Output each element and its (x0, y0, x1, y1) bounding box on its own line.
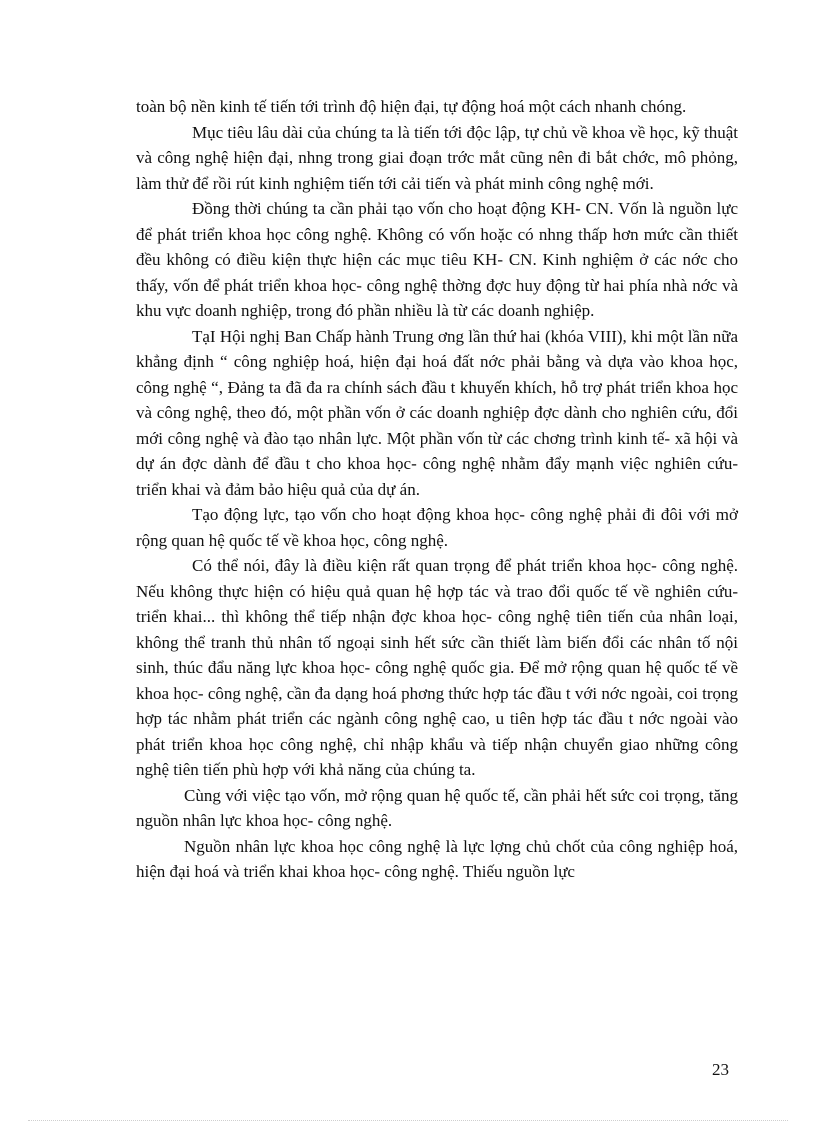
paragraph: TạI Hội nghị Ban Chấp hành Trung ơng lần thứ hai (khóa VIII), khi một lần nữa khẳng định “ công nghiệp hoá, hiện đại hoá đất nớc phải bằng và dựa vào khoa học, công nghệ “, Đảng ta đã đa ra chính sách đầu t khuyến khích, hỗ trợ phát triển khoa học và công nghệ, theo đó, một phần vốn ở các doanh nghiệp đợc dành cho nghiên cứu, đổi mới công nghệ và đào tạo nhân lực. Một phần vốn từ các chơng trình kinh tế- xã hội và dự án đợc dành để đầu t cho khoa học- công nghệ nhằm đẩy mạnh việc nghiên cứu- triển khai và đảm bảo hiệu quả của dự án. (136, 326, 739, 499)
page-bottom-divider (28, 1120, 788, 1121)
paragraph: Cùng với việc tạo vốn, mở rộng quan hệ quốc tế, cần phải hết sức coi trọng, tăng nguồn nhân lực khoa học- công nghệ. (136, 785, 738, 830)
paragraph: Đồng thời chúng ta cần phải tạo vốn cho hoạt động KH- CN. Vốn là nguồn lực để phát triển khoa học công nghệ. Không có vốn hoặc có nhng thấp hơn mức cần thiết đều không có điều kiện thực hiện các mục tiêu KH- CN. Kinh nghiệm ở các nớc cho thấy, vốn để phát triển khoa học- công nghệ thờng đợc huy động từ hai phía nhà nớc và khu vực doanh nghiệp, trong đó phần nhiều là từ các doanh nghiệp. (136, 199, 738, 320)
paragraph: Nguồn nhân lực khoa học công nghệ là lực lợng chủ chốt của công nghiệp hoá, hiện đại hoá và triển khai khoa học- công nghệ. Thiếu nguồn lực (136, 836, 738, 881)
paragraph: Mục tiêu lâu dài của chúng ta là tiến tới độc lập, tự chủ về khoa về học, kỹ thuật và công nghệ hiện đại, nhng trong giai đoạn trớc mắt cũng nên đi bắt chớc, mô phỏng, làm thử để rồi rút kinh nghiệm tiến tới cải tiến và phát minh công nghệ mới. (136, 122, 738, 193)
paragraph: Tạo động lực, tạo vốn cho hoạt động khoa học- công nghệ phải đi đôi với mở rộng quan hệ quốc tế về khoa học, công nghệ. (136, 505, 738, 550)
paragraph: Có thể nói, đây là điều kiện rất quan trọng để phát triển khoa học- công nghệ. Nếu không thực hiện có hiệu quả quan hệ hợp tác và trao đổi quốc tế về nghiên cứu- triển khai... thì không thể tiếp nhận đợc khoa học- công nghệ tiên tiến của nhân loại, không thể tranh thủ nhân tố ngoại sinh hết sức cần thiết làm biến đổi các nhân tố nội sinh, thúc đẩu năng lực khoa học- công nghệ quốc gia. Để mở rộng quan hệ quốc tế về khoa học- công nghệ, cần đa dạng hoá phơng thức hợp tác đầu t với nớc ngoài, coi trọng hợp tác nhằm phát triển các ngành công nghệ cao, u tiên hợp tác đầu t nớc ngoài vào phát triển khoa học công nghệ, chỉ nhập khẩu và tiếp nhận chuyển giao những công nghệ tiên tiến phù hợp với khả năng của chúng ta. (136, 556, 738, 779)
body-text (136, 94, 738, 885)
page-number: 23 (712, 1060, 729, 1079)
paragraph-continuation: toàn bộ nền kinh tế tiến tới trình độ hiện đại, tự động hoá một cách nhanh chóng. (136, 97, 687, 116)
